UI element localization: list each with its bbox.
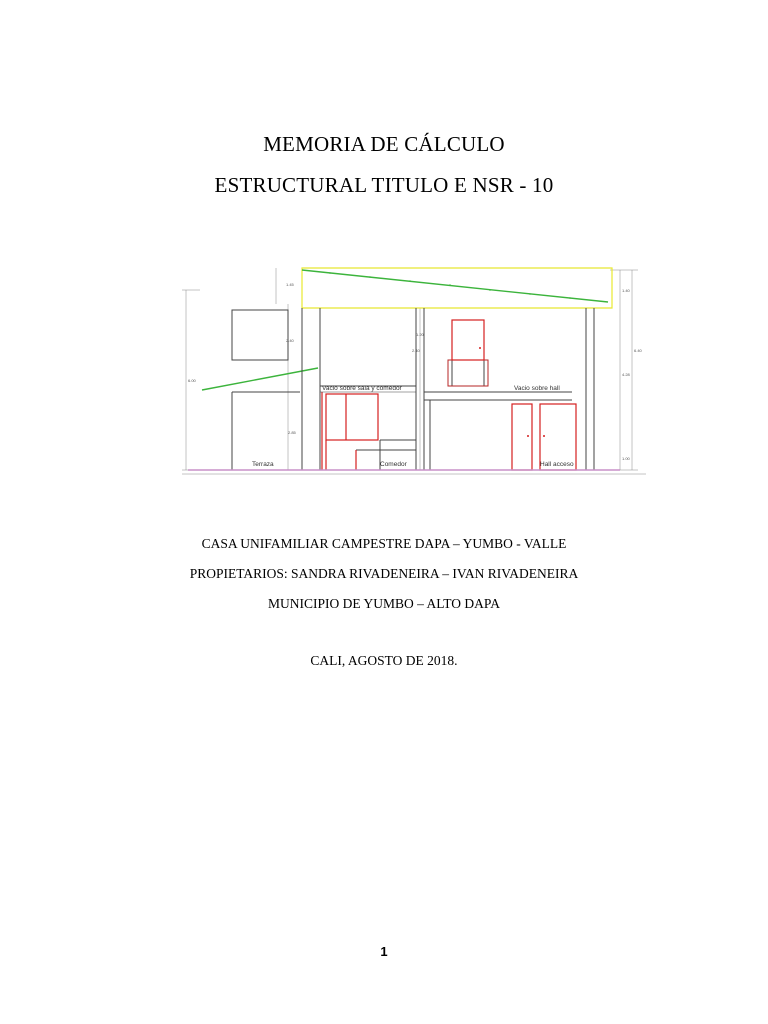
roof-slope <box>302 270 608 302</box>
document-title-line-1: MEMORIA DE CÁLCULO <box>263 132 505 156</box>
svg-text:6.40: 6.40 <box>634 348 642 353</box>
svg-text:6.00: 6.00 <box>188 378 196 383</box>
terrace-roof-slope <box>202 368 318 390</box>
svg-text:2.40: 2.40 <box>412 348 420 353</box>
date-line: CALI, AGOSTO DE 2018. <box>310 653 458 668</box>
label-terrace: Terraza <box>252 461 274 468</box>
red-structure <box>322 320 576 470</box>
page-number: 1 <box>380 944 388 959</box>
label-void-living: Vacio sobre sala y comedor <box>322 385 402 392</box>
svg-text:1.45: 1.45 <box>286 282 294 287</box>
svg-text:1.00: 1.00 <box>622 456 630 461</box>
owners-line: PROPIETARIOS: SANDRA RIVADENEIRA – IVAN RIVADENEIRA <box>189 566 579 581</box>
svg-text:2.85: 2.85 <box>288 430 296 435</box>
roof-outline <box>302 268 612 308</box>
dimension-text <box>188 282 643 461</box>
project-name: CASA UNIFAMILIAR CAMPESTRE DAPA – YUMBO - VALLE <box>201 536 567 551</box>
architectural-section-drawing <box>180 264 648 478</box>
label-dining: Comedor <box>380 461 407 468</box>
location-line: MUNICIPIO DE YUMBO – ALTO DAPA <box>268 596 500 611</box>
label-hall: Hall acceso <box>540 461 574 468</box>
svg-text:1.40: 1.40 <box>622 288 630 293</box>
svg-text:2.40: 2.40 <box>286 338 294 343</box>
document-title-line-2: ESTRUCTURAL TITULO E NSR - 10 <box>214 173 554 197</box>
label-void-hall: Vacio sobre hall <box>514 385 560 392</box>
svg-text:1.20: 1.20 <box>416 332 424 337</box>
svg-text:4.28: 4.28 <box>622 372 630 377</box>
